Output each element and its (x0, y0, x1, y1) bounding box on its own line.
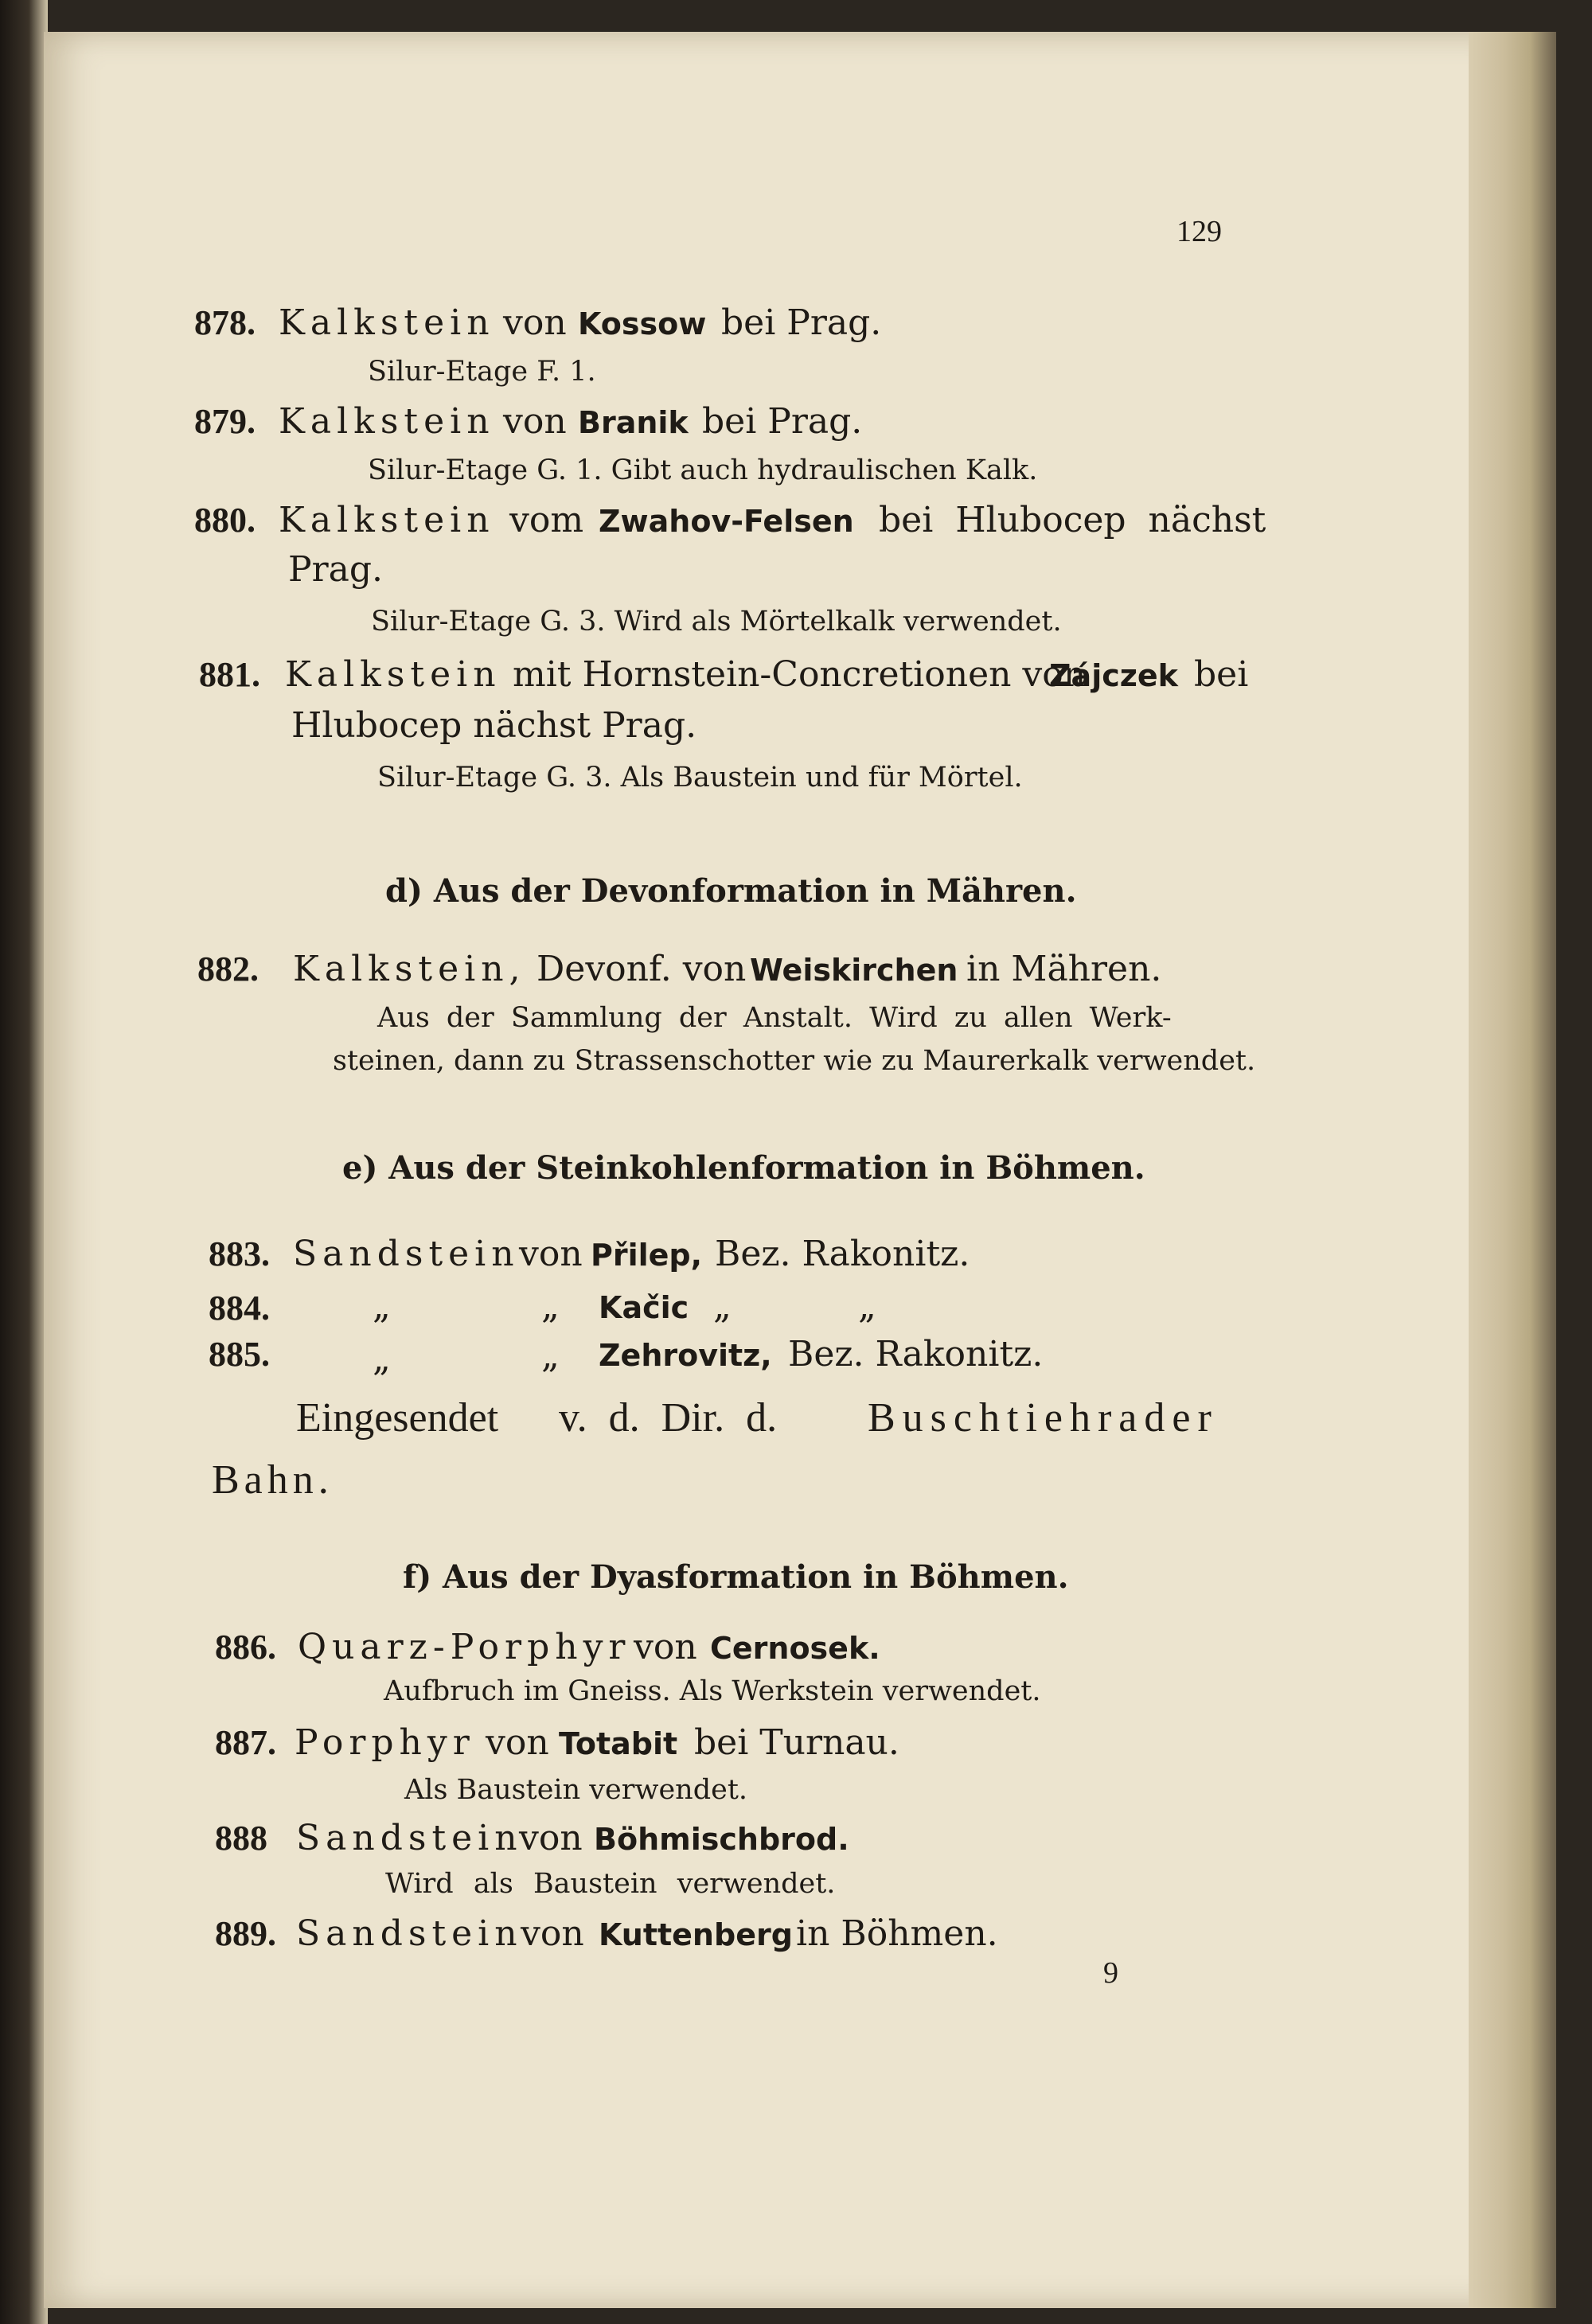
entry-note: Als Baustein verwendet. (404, 1774, 748, 1806)
entry-text: mit Hornstein-Concretionen von (513, 654, 1087, 695)
sender-text: Bahn. (212, 1457, 334, 1503)
sender-text: Buschtiehrader (868, 1395, 1219, 1441)
entry-text: von (503, 302, 567, 343)
entry-text: vom (509, 500, 584, 540)
entry-place: Branik (578, 405, 689, 440)
entry-number: 884. (209, 1289, 270, 1328)
entry-number: 879. (194, 402, 256, 441)
entry-name: Sandstein (296, 1913, 523, 1954)
entry-name: Quarz-Porphyr (298, 1627, 631, 1667)
entry-text: in Mähren. (966, 949, 1162, 989)
entry-text: Devonf. von (537, 949, 747, 989)
entry-place: Cernosek. (710, 1631, 880, 1666)
ditto-mark: „ (713, 1286, 732, 1327)
entry-place: Zehrovitz, (599, 1338, 772, 1373)
entry-note: Silur-Etage F. 1. (368, 356, 596, 388)
entry-text: von (503, 401, 567, 442)
entry-text: bei Prag. (721, 302, 882, 343)
entry-place: Přilep, (591, 1238, 703, 1273)
entry-number: 882. (197, 949, 259, 988)
entry-note: Silur-Etage G. 3. Wird als Mörtelkalk verwendet. (371, 606, 1062, 638)
signature-mark: 9 (1103, 1956, 1118, 1990)
entry-place: Kossow (578, 306, 707, 341)
entry-text: in Böhmen. (796, 1913, 998, 1954)
entry-name: Porphyr (295, 1722, 475, 1763)
page-number: 129 (1176, 215, 1222, 248)
entry-place: Totabit (559, 1726, 678, 1761)
section-heading: f) Aus der Dyasformation in Böhmen. (403, 1558, 1069, 1596)
entry-name: Sandstein (296, 1818, 523, 1858)
entry-number: 885. (209, 1335, 270, 1374)
entry-number: 883. (209, 1234, 270, 1273)
entry-text: bei (1194, 654, 1249, 695)
entry-number: 889. (215, 1914, 276, 1953)
entry-note: Wird als Baustein verwendet. (385, 1868, 836, 1900)
ditto-mark: „ (858, 1286, 876, 1327)
entry-continuation: Hlubocep nächst Prag. (291, 705, 697, 746)
entry-text: von (486, 1722, 549, 1763)
entry-name: Kalkstein (285, 654, 501, 695)
entry-note: Silur-Etage G. 1. Gibt auch hydraulischen Kalk. (368, 454, 1038, 486)
sender-text: Eingesendet (296, 1395, 499, 1441)
entry-note: Silur-Etage G. 3. Als Baustein und für Mörtel. (377, 762, 1023, 794)
entry-number: 880. (194, 501, 256, 540)
entry-text: von (519, 1818, 583, 1858)
entry-number: 887. (215, 1723, 276, 1762)
ditto-mark: „ (373, 1286, 391, 1327)
entry-text: von (521, 1913, 584, 1954)
entry-name: Sandstein (293, 1234, 520, 1274)
entry-note: Aus der Sammlung der Anstalt. Wird zu allen Werk- (377, 1002, 1172, 1034)
entry-number: 881. (199, 655, 260, 694)
entry-text: Bez. Rakonitz. (715, 1234, 970, 1274)
entry-note: Aufbruch im Gneiss. Als Werkstein verwendet. (384, 1675, 1041, 1707)
entry-name: Kalkstein (279, 302, 495, 343)
entry-name: Kalkstein (279, 500, 495, 540)
entry-place: Böhmischbrod. (594, 1822, 849, 1857)
section-heading: e) Aus der Steinkohlenformation in Böhmen. (342, 1149, 1145, 1187)
ditto-mark: „ (373, 1339, 391, 1379)
sender-text: v. d. Dir. d. (559, 1395, 778, 1441)
entry-place: Zwahov-Felsen (599, 504, 854, 539)
book-gutter (0, 0, 48, 2324)
entry-number: 888 (215, 1819, 267, 1858)
page-edges (1469, 32, 1556, 2308)
entry-place: Kuttenberg (599, 1917, 793, 1952)
entry-place: Weiskirchen (750, 953, 958, 988)
entry-name: Kalkstein, (293, 949, 526, 989)
entry-text: bei Turnau. (694, 1722, 899, 1763)
entry-place: Kačic (599, 1290, 689, 1325)
entry-number: 886. (215, 1628, 276, 1667)
ditto-mark: „ (541, 1286, 560, 1327)
entry-text: Bez. Rakonitz. (788, 1334, 1044, 1375)
entry-note: steinen, dann zu Strassenschotter wie zu Maurerkalk verwendet. (333, 1045, 1256, 1077)
ditto-mark: „ (541, 1336, 560, 1376)
entry-number: 878. (194, 303, 256, 342)
entry-text: von (519, 1234, 583, 1274)
entry-text: bei Hlubocep nächst (879, 500, 1266, 540)
entry-place: Zájczek (1049, 658, 1178, 693)
entry-continuation: Prag. (288, 549, 384, 590)
entry-name: Kalkstein (279, 401, 495, 442)
section-heading: d) Aus der Devonformation in Mähren. (385, 872, 1077, 910)
entry-text: bei Prag. (702, 401, 863, 442)
entry-text: von (634, 1627, 697, 1667)
